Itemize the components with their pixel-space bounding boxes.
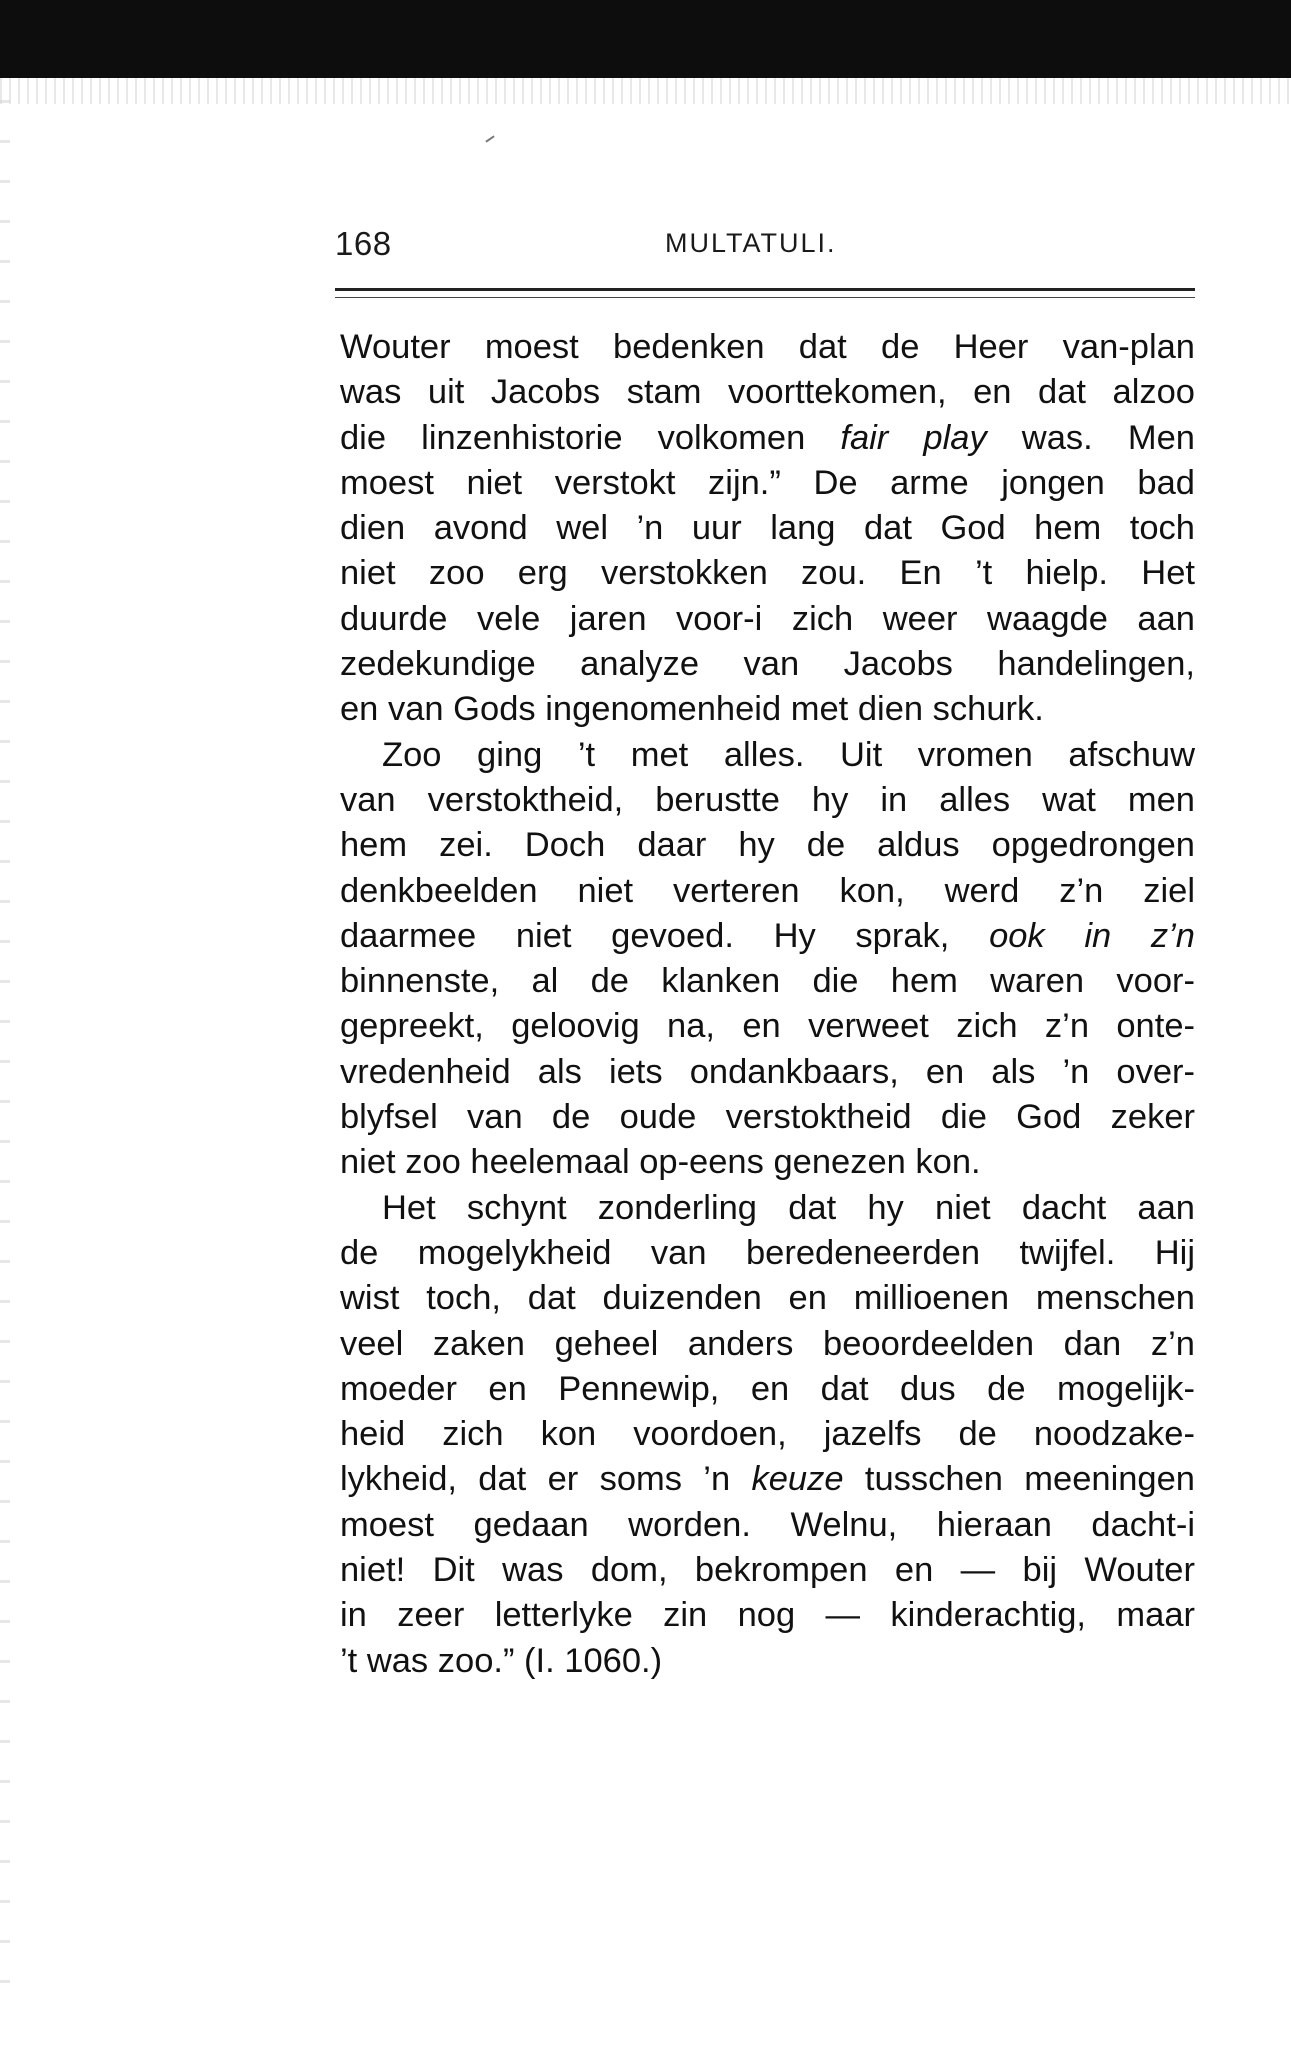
line-text: heid zich kon voordoen, jazelfs de noodzake- — [340, 1415, 1195, 1454]
paragraph — [340, 325, 1195, 733]
text-line — [340, 869, 1195, 914]
line-text: tusschen meeningen — [843, 1460, 1195, 1499]
text-line — [340, 642, 1195, 687]
body-text — [340, 325, 1195, 1684]
line-text: Wouter moest bedenken dat de Heer van-plan — [340, 328, 1195, 366]
header-rule-thin — [335, 297, 1195, 298]
text-line — [340, 325, 1195, 370]
text-line — [340, 1457, 1195, 1502]
text-line — [340, 506, 1195, 551]
line-text: daarmee niet gevoed. Hy sprak, — [340, 916, 990, 955]
running-title: MULTATULI. — [665, 228, 837, 258]
line-text: en van Gods ingenomenheid met dien schurk. — [340, 690, 1044, 729]
line-text: moest gedaan worden. Welnu, hieraan dacht-i — [340, 1505, 1195, 1544]
text-line — [340, 733, 1195, 778]
italic-text: ook in z’n — [989, 916, 1195, 955]
text-line — [340, 1004, 1195, 1049]
scan-top-border — [0, 0, 1291, 78]
text-line — [340, 1186, 1195, 1231]
text-line — [340, 1140, 1195, 1185]
text-line — [340, 1548, 1195, 1593]
header-rule-thick — [335, 288, 1195, 291]
text-line — [340, 1322, 1195, 1367]
line-text: veel zaken geheel anders beoordeelden dan z’n — [340, 1324, 1195, 1363]
line-text: moeder en Pennewip, en dat dus de mogelijk- — [340, 1369, 1195, 1408]
line-text: dien avond wel ’n uur lang dat God hem toch — [340, 509, 1195, 548]
line-text: gepreekt, geloovig na, en verweet zich z’n onte- — [340, 1007, 1195, 1046]
page-number: 168 — [335, 225, 392, 262]
line-text: was. Men — [986, 418, 1195, 457]
text-line — [340, 1367, 1195, 1412]
running-head — [335, 225, 1195, 271]
text-line — [340, 1276, 1195, 1321]
line-text: Zoo ging ’t met alles. Uit vromen afschuw — [382, 735, 1195, 774]
paragraph — [340, 1186, 1195, 1684]
text-line — [340, 416, 1195, 461]
line-text: niet zoo erg verstokken zou. En ’t hielp. Het — [340, 554, 1195, 593]
text-line — [340, 1593, 1195, 1638]
line-text: lykheid, dat er soms ’n — [340, 1460, 752, 1499]
line-text: niet! Dit was dom, bekrompen en — bij Wouter — [340, 1551, 1195, 1590]
line-text: de mogelykheid van beredeneerden twijfel. Hij — [340, 1233, 1195, 1272]
italic-text: keuze — [751, 1460, 844, 1499]
text-line — [340, 1095, 1195, 1140]
text-line — [340, 597, 1195, 642]
line-text: in zeer letterlyke zin nog — kinderachtig, maar — [340, 1596, 1195, 1635]
line-text: Het schynt zonderling dat hy niet dacht aan — [382, 1188, 1195, 1227]
line-text: hem zei. Doch daar hy de aldus opgedrongen — [340, 826, 1195, 865]
line-text: die linzenhistorie volkomen — [340, 418, 841, 457]
text-line — [340, 959, 1195, 1004]
line-text: wist toch, dat duizenden en millioenen menschen — [340, 1279, 1195, 1318]
text-line — [340, 823, 1195, 868]
printer-mark — [485, 135, 494, 142]
text-line — [340, 687, 1195, 732]
line-text: denkbeelden niet verteren kon, werd z’n ziel — [340, 871, 1195, 910]
text-line — [340, 551, 1195, 596]
line-text: binnenste, al de klanken die hem waren voor- — [340, 962, 1195, 1001]
text-line — [340, 1050, 1195, 1095]
text-line — [340, 370, 1195, 415]
scan-left-edge — [0, 100, 10, 2020]
text-line — [340, 461, 1195, 506]
scan-speckle — [0, 78, 1291, 104]
text-line — [340, 1412, 1195, 1457]
line-text: van verstoktheid, berustte hy in alles wat men — [340, 780, 1195, 819]
line-text: blyfsel van de oude verstoktheid die God zeker — [340, 1098, 1195, 1137]
line-text: was uit Jacobs stam voorttekomen, en dat alzoo — [340, 373, 1195, 412]
line-text: duurde vele jaren voor-i zich weer waagde aan — [340, 599, 1195, 638]
text-line — [340, 1231, 1195, 1276]
line-text: niet zoo heelemaal op-eens genezen kon. — [340, 1143, 981, 1182]
italic-text: fair play — [840, 418, 987, 457]
text-line — [340, 1503, 1195, 1548]
text-line — [340, 914, 1195, 959]
line-text: zedekundige analyze van Jacobs handelingen, — [340, 645, 1195, 684]
line-text: ’t was zoo.” (I. 1060.) — [340, 1641, 663, 1680]
line-text: moest niet verstokt zijn.” De arme jongen bad — [340, 463, 1195, 502]
line-text: vredenheid als iets ondankbaars, en als ’n over- — [340, 1052, 1195, 1091]
text-line — [340, 778, 1195, 823]
paragraph — [340, 733, 1195, 1186]
text-line — [340, 1639, 1195, 1684]
